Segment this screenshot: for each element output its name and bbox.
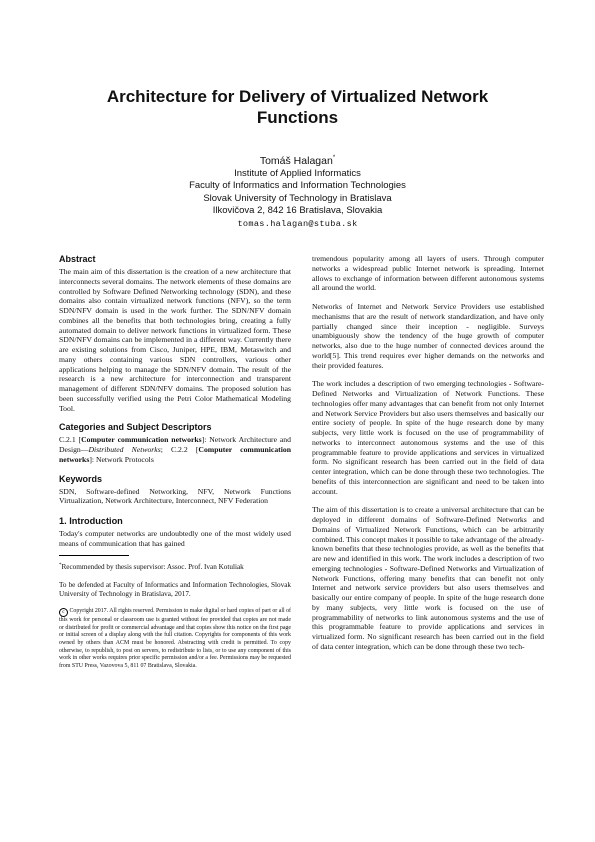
introduction-text: Today's computer networks are undoubtedly one of the most widely used means of communication that has gained — [59, 529, 291, 548]
section-heading-introduction: 1. Introduction — [59, 516, 123, 526]
body-paragraph: The work includes a description of two emerging technologies - Software-Defined Networks and Virtualization of Network Functions. These technologies offer many advantages that can benefit from not only Internet and Network Service Providers but also users themselves and basically our entire society of people. In spite of the huge research done by many subjects, very little work is focused on the use of programmability of networks to interconnect autonomous systems and the use of this programmable feature to provide applications and services in virtualized form. No significant research has been carried out in the field of data center integration, which can be done through these two technologies. The benefits of this interconnection are significant and need to be taken into account. — [312, 379, 544, 496]
category-code: C.2.1 [ — [59, 435, 82, 445]
copyright-text: Copyright 2017. All rights reserved. Permission to make digital or hard copies of part or all of this work for personal or classroom use is granted without fee provided that copies are not made or distributed for profit or commercial advantage and that copies show this notice on the first page or initial screen of a display along with the full citation. Copyrights for components of this work owned by others than ACM must be honored. Abstracting with credit is permitted. To copy otherwise, to republish, to post on servers, to redistribute to lists, or to use any component of this work in other works requires prior specific permission and/or a fee. Permissions may be requested from STU Press, Vazovova 5, 811 07 Bratislava, Slovakia. — [59, 608, 291, 669]
copyright-icon: c — [59, 608, 68, 617]
footnote-supervisor — [59, 561, 291, 572]
author-email: tomas.halagan@stuba.sk — [237, 218, 358, 229]
category-bold: Computer communication networks — [59, 445, 291, 464]
category-bold: Computer communication networks — [81, 435, 202, 445]
body-paragraph: tremendous popularity among all layers of users. Through computer networks a widespread public Internet network is spreading. Internet allows to exchange of information between different autonomous systems all around the world. — [312, 254, 544, 293]
category-rest: ]: Network Protocols — [89, 454, 154, 464]
category-rest: ]: Network Architecture and Design— — [59, 435, 291, 454]
footnote-defended: To be defended at Faculty of Informatics and Information Technologies, Slovak University of Technology in Bratislava, 2017. — [59, 580, 291, 599]
category-italic: Distributed Networks — [88, 445, 161, 454]
author-name — [100, 151, 495, 168]
footnote-divider — [59, 555, 129, 556]
body-paragraph: Networks of Internet and Network Service Providers use established mechanisms that are the result of network standardization, and have only partially changed since their inception - negligible. Surveys unambiguously show the tendency of the huge growth of computer networks, also due to the huge number of connected devices around the world[5]. This trend requires ever higher demands on the networks and their provided features. — [312, 302, 544, 370]
copyright-notice — [59, 608, 291, 670]
keywords-text: SDN, Software-defined Networking, NFV, Network Functions Virtualization, Network Architecture, Interconnect, NFV Federation — [59, 486, 291, 506]
abstract-heading: Abstract — [59, 254, 96, 264]
paper-title: Architecture for Delivery of Virtualized Network Functions — [106, 87, 489, 127]
affiliation-line: Ilkovičova 2, 842 16 Bratislava, Slovakia — [212, 205, 383, 217]
category-code: ; C.2.2 [ — [160, 445, 199, 454]
author-block — [100, 151, 495, 230]
footnote-mark: * — [59, 562, 62, 568]
author-name-text: Tomáš Halagan — [259, 155, 333, 167]
footnote-supervisor-text: Recommended by thesis supervisor: Assoc. Prof. Ivan Kotuliak — [61, 562, 244, 571]
body-paragraph: The aim of this dissertation is to create a universal architecture that can be deployed in different domains of Software-Defined Networks and Domains of Virtualized Network Functions, which can be arbitrarily combined. This concept makes it possible to take advantage of the already-known benefits that these technologies provide, as well as the benefits that are new and identified in this work. The work includes a description of two emerging technologies - Software-Defined Networks and Virtualization of Network Functions, offering many benefits that can benefit not only Internet and network service providers but also users themselves and basically our entire company of people. In spite of the huge research done by many subjects, very little work is focused on the use of programmability of networks to link autonomous systems and the use of this programmable feature to provide applications and services in virtualized form. No significant research has been carried out in the field of data center integration, which can be done through these two tech- — [312, 505, 544, 651]
right-column — [312, 254, 544, 661]
categories-text — [59, 435, 291, 464]
affiliation-line: Slovak University of Technology in Bratislava — [203, 192, 392, 204]
abstract-text: The main aim of this dissertation is the creation of a new architecture that interconnects several domains. The network elements of these domains are controlled by Software Defined Networking technology (SDN), and these domains also contain virtualized network functions (NFV), so the term SDN/NFV domain is used in the work further. The SDN/NFV domain combines all the benefits that both technologies bring, creating a fully automated domain to deliver network functions in virtualized form. These SDN/NFV domains can be implemented in a different way. Currently there are existing solutions from Cisco, Juniper, HPE, IBM, Metaswitch and many others containing various SDN controllers, various other applications helping to manage the SDN/NFV domain. The result of the research is a new architecture for interconnection and transparent management of different SDN/NFV domains. The proposed solution has been successfully verified using the Petri Color Mathematical Modeling Tool. — [59, 267, 291, 413]
affiliation-line: Institute of Applied Informatics — [234, 168, 361, 179]
left-column — [59, 254, 291, 679]
keywords-heading: Keywords — [59, 473, 103, 484]
categories-heading: Categories and Subject Descriptors — [59, 422, 212, 433]
author-footnote-mark: * — [332, 155, 336, 161]
affiliation-line: Faculty of Informatics and Information Technologies — [189, 180, 406, 192]
